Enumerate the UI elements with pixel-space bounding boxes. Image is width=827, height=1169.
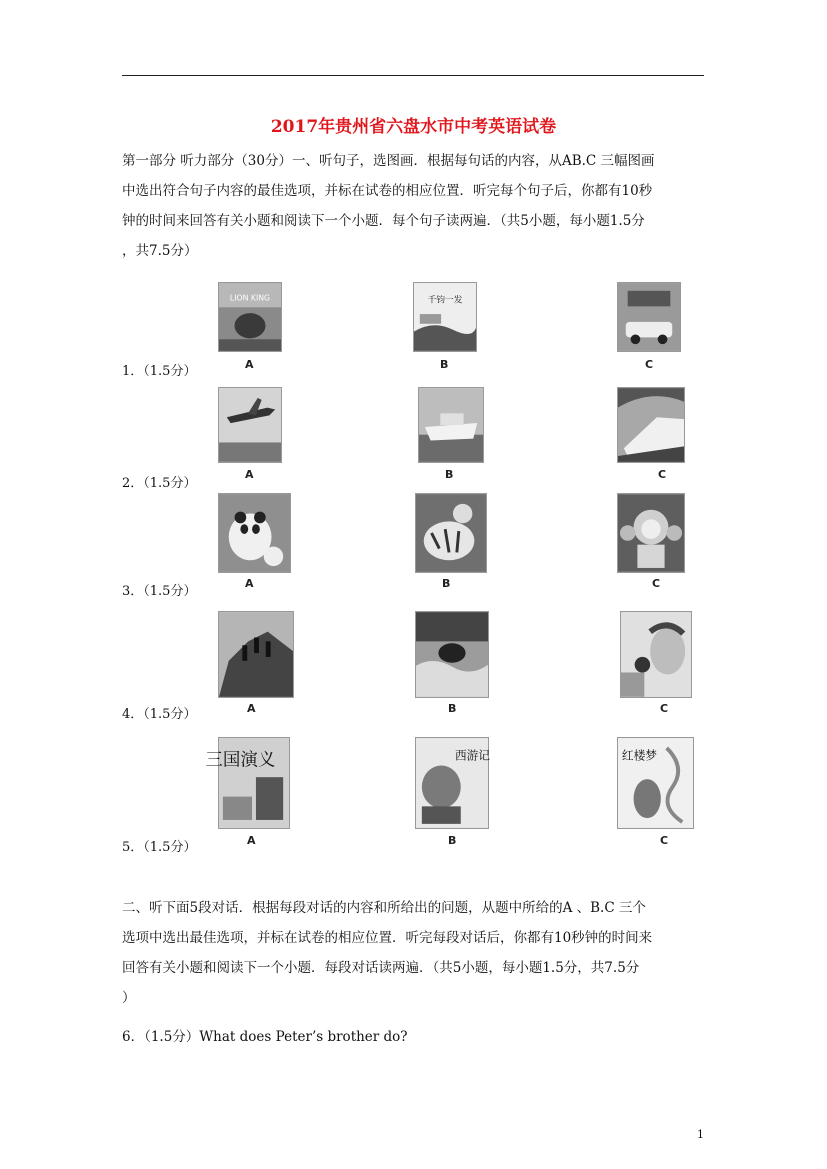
- high-speed-train-icon: [617, 387, 685, 463]
- option-letter: A: [247, 702, 256, 715]
- instruction-line: 回答有关小题和阅读下一个小题．每段对话读两遍．（共5小题，每小题1.5分，共7.5分: [122, 960, 640, 976]
- instruction-line: 第一部分 听力部分（30分）一、听句子，选图画．根据每句话的内容，从AB.C 三幅图画: [122, 153, 655, 169]
- question-label: 1．（1.5分）: [122, 364, 197, 379]
- man-eating-icon: [620, 611, 692, 698]
- tiger-icon: [415, 493, 487, 573]
- book-title-text: 红楼梦: [621, 748, 657, 763]
- option-letter: C: [645, 358, 654, 371]
- lion-king-poster-icon: [218, 282, 282, 352]
- lion-icon: [617, 493, 685, 573]
- option-letter: B: [448, 702, 457, 715]
- option-letter: C: [660, 702, 669, 715]
- option-letter: C: [658, 468, 667, 481]
- option-letter: A: [247, 834, 256, 847]
- question-label: 4．（1.5分）: [122, 707, 197, 722]
- svg-text:千钧一发: 千钧一发: [427, 295, 463, 306]
- option-letter: A: [245, 468, 254, 481]
- climbers-icon: [218, 611, 294, 698]
- book-title-text: 三国演义: [205, 750, 276, 771]
- option-letter: A: [245, 577, 254, 590]
- question-6: 6．（1.5分）What does Peter’s brother do?: [122, 1029, 408, 1045]
- part2-instructions: [122, 893, 707, 1013]
- question-label: 3．（1.5分）: [122, 584, 197, 599]
- question-label: 5．（1.5分）: [122, 840, 197, 855]
- svg-text:LION KING: LION KING: [229, 293, 271, 303]
- movie-poster-icon: [413, 282, 477, 352]
- option-letter: C: [652, 577, 661, 590]
- instruction-line: ）: [122, 990, 136, 1006]
- option-letter: C: [660, 834, 669, 847]
- swimmer-icon: [415, 611, 489, 698]
- exam-title: 2017年贵州省六盘水市中考英语试卷: [270, 117, 557, 137]
- journey-west-book-icon: [415, 737, 489, 829]
- book-title-text: 西游记: [454, 748, 490, 763]
- option-letter: A: [245, 358, 254, 371]
- three-kingdoms-book-icon: [205, 737, 290, 829]
- cruise-ship-icon: [418, 387, 484, 463]
- car-show-icon: [617, 282, 681, 352]
- header-rule: [122, 75, 704, 76]
- page-number: 1: [697, 1128, 704, 1141]
- instruction-line: ，共7.5分）: [122, 243, 198, 259]
- instruction-line: 选项中选出最佳选项，并标在试卷的相应位置．听完每段对话后，你都有10秒钟的时间来: [122, 930, 653, 946]
- red-mansions-book-icon: [617, 737, 694, 829]
- part1-instructions: [122, 146, 707, 266]
- instruction-line: 钟的时间来回答有关小题和阅读下一个小题．每个句子读两遍．（共5小题，每小题1.5分: [122, 213, 645, 229]
- option-letter: B: [442, 577, 451, 590]
- panda-icon: [218, 493, 291, 573]
- instruction-line: 二、听下面5段对话．根据每段对话的内容和所给出的问题，从题中所给的A 、B.C 三个: [122, 900, 646, 916]
- option-letter: B: [440, 358, 449, 371]
- airplane-icon: [218, 387, 282, 463]
- instruction-line: 中选出符合句子内容的最佳选项，并标在试卷的相应位置．听完每个句子后，你都有10秒: [122, 183, 653, 199]
- option-letter: B: [448, 834, 457, 847]
- option-letter: B: [445, 468, 454, 481]
- question-label: 2．（1.5分）: [122, 476, 197, 491]
